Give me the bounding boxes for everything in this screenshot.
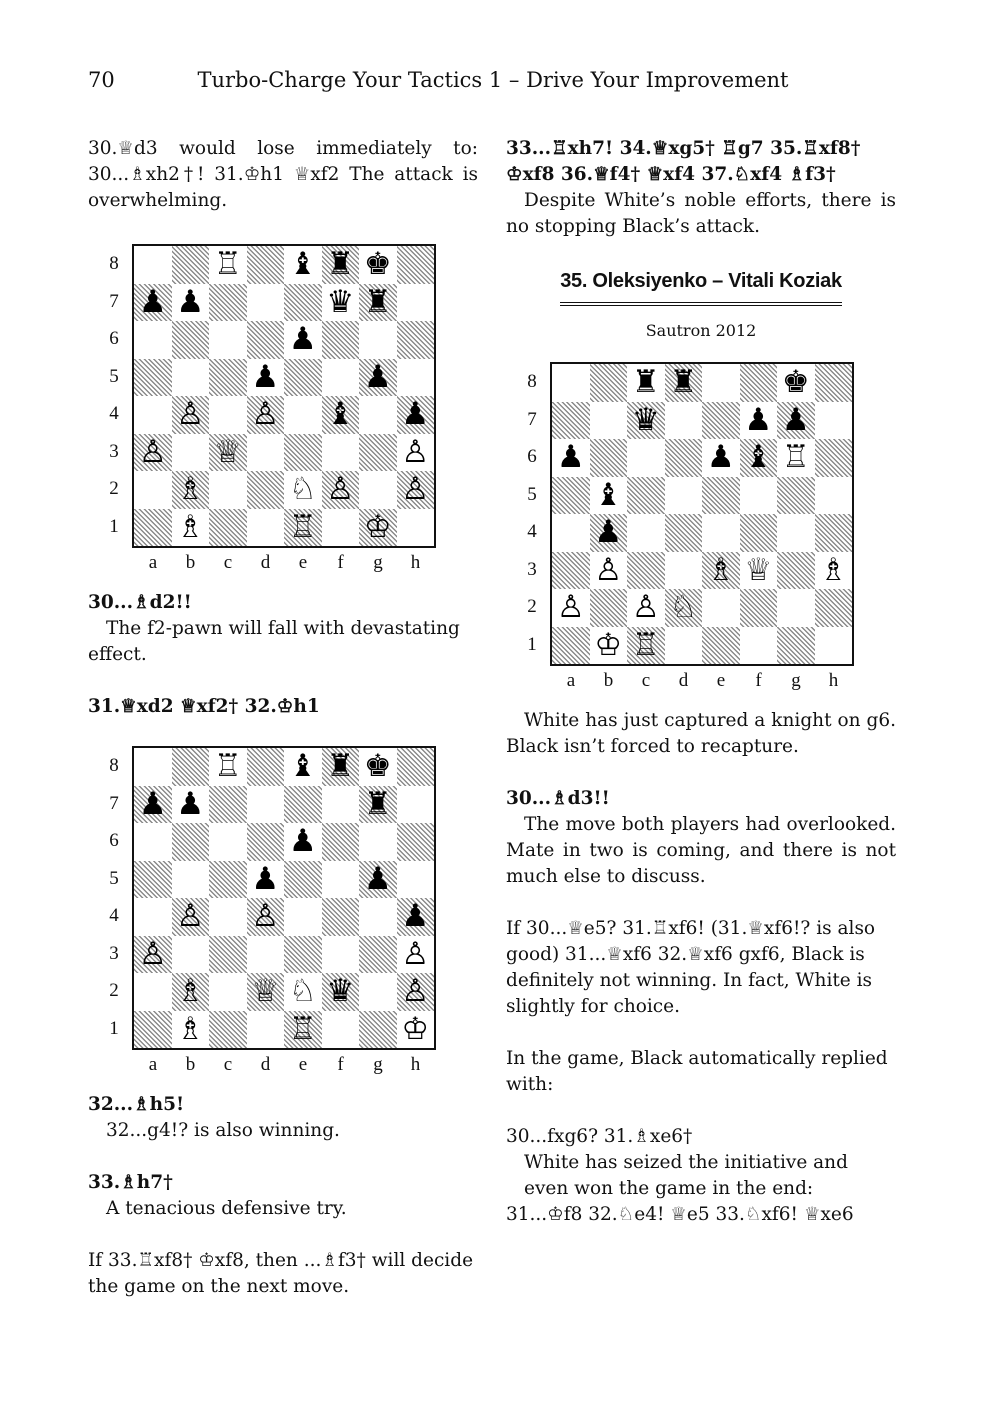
- board-square-e7: [284, 786, 322, 824]
- board-square-d6: [247, 321, 285, 359]
- board-square-d1: [247, 1011, 285, 1049]
- board-square-h7: [815, 402, 853, 440]
- board-square-h4: [815, 514, 853, 552]
- rank-label: 4: [527, 521, 537, 542]
- board-square-f1: [322, 1011, 360, 1049]
- paragraph: If 30...♕e5? 31.♖xf6! (31.♕xf6!? is also good) 31...♕xf6 32.♕xf6 gxf6, Black is definitely not winning. In fact, White is slightly for choice.: [506, 918, 876, 1017]
- chess-board: [550, 362, 854, 666]
- white-rook-icon: ♖: [288, 508, 317, 545]
- white-pawn-icon: ♙: [176, 898, 205, 934]
- board-square-f2: [740, 589, 778, 627]
- board-square-b5: [172, 359, 210, 397]
- board-square-g1: [359, 1011, 397, 1049]
- board-square-a8: [552, 364, 590, 402]
- board-square-a2: [134, 471, 172, 509]
- move-heading: 33...♖xh7! 34.♕xg5† ♖g7 35.♖xf8† ♔xf8 36.♕f4† ♕xf4 37.♘xf4 ♗f3†: [506, 138, 861, 185]
- black-bishop-icon: ♝: [744, 439, 773, 475]
- board-square-a5: [134, 359, 172, 397]
- board-square-e8: [702, 364, 740, 402]
- rank-label: 8: [109, 253, 119, 274]
- black-pawn-icon: ♟: [781, 401, 810, 438]
- white-knight-icon: ♘: [288, 471, 317, 507]
- board-square-h6: [397, 823, 435, 861]
- board-square-h5: [397, 861, 435, 899]
- board-square-b3: [172, 434, 210, 472]
- board-square-d4: [665, 514, 703, 552]
- white-pawn-icon: ♙: [401, 935, 430, 972]
- rank-label: 7: [527, 408, 537, 430]
- black-king-icon: ♚: [363, 246, 392, 282]
- rank-label: 4: [109, 905, 119, 926]
- board-square-c4: [209, 396, 247, 434]
- file-label: a: [148, 552, 158, 573]
- black-rook-icon: ♜: [326, 246, 355, 282]
- rank-label: 4: [109, 403, 119, 424]
- board-square-e4: [284, 396, 322, 434]
- board-square-e7: [702, 402, 740, 440]
- title-rule: [560, 302, 842, 306]
- board-square-c6: [209, 823, 247, 861]
- board-square-a1: [552, 627, 590, 665]
- white-pawn-icon: ♙: [594, 551, 623, 588]
- white-king-icon: ♔: [401, 1010, 430, 1047]
- black-bishop-icon: ♝: [326, 396, 355, 432]
- board-square-c6: [627, 439, 665, 477]
- file-label: h: [410, 1054, 421, 1075]
- left-column: [88, 136, 478, 1300]
- game-title: 35. Oleksiyenko – Vitali Koziak: [560, 270, 842, 292]
- white-rook-icon: ♖: [213, 246, 242, 282]
- white-bishop-icon: ♗: [706, 551, 735, 588]
- rank-label: 2: [109, 478, 119, 499]
- file-label: a: [566, 670, 576, 691]
- board-square-b3: [172, 936, 210, 974]
- rank-label: 5: [109, 365, 119, 387]
- board-square-f5: [322, 861, 360, 899]
- file-label: d: [678, 670, 689, 691]
- paragraph: If 33.♖xf8† ♔xf8, then ...♗f3† will decide the game on the next move.: [88, 1250, 474, 1297]
- rank-label: 6: [109, 830, 119, 851]
- board-square-a2: [134, 973, 172, 1011]
- board-square-e5: [284, 359, 322, 397]
- rank-label: 3: [527, 558, 537, 580]
- board-square-d8: [247, 748, 285, 786]
- board-square-f6: [322, 823, 360, 861]
- file-label: c: [641, 670, 651, 691]
- board-square-b5: [172, 861, 210, 899]
- board-square-c5: [627, 477, 665, 515]
- file-label: b: [185, 552, 196, 573]
- file-label: f: [337, 552, 344, 573]
- board-square-a3: [552, 552, 590, 590]
- board-square-a6: [134, 823, 172, 861]
- board-square-e7: [284, 284, 322, 322]
- file-label: d: [260, 552, 271, 573]
- file-label: h: [410, 552, 421, 573]
- white-queen-icon: ♕: [251, 973, 280, 1009]
- black-bishop-icon: ♝: [288, 748, 317, 784]
- file-label: g: [791, 670, 801, 691]
- board-square-a4: [552, 514, 590, 552]
- board-square-b8: [172, 246, 210, 284]
- board-square-h8: [815, 364, 853, 402]
- move-heading: 30...♗d3!!: [506, 788, 610, 809]
- white-pawn-icon: ♙: [631, 589, 660, 625]
- board-square-d2: [247, 471, 285, 509]
- black-pawn-icon: ♟: [138, 785, 167, 822]
- rank-label: 2: [109, 980, 119, 1001]
- board-square-f1: [740, 627, 778, 665]
- board-square-c1: [209, 1011, 247, 1049]
- white-pawn-icon: ♙: [401, 471, 430, 507]
- move-line: 30...fxg6? 31.♗xe6†: [506, 1126, 693, 1147]
- black-king-icon: ♚: [363, 748, 392, 784]
- rank-label: 8: [109, 755, 119, 776]
- black-pawn-icon: ♟: [176, 785, 205, 822]
- board-square-f3: [322, 434, 360, 472]
- board-square-e4: [702, 514, 740, 552]
- board-square-a1: [134, 509, 172, 547]
- board-square-c4: [209, 898, 247, 936]
- black-queen-icon: ♛: [326, 973, 355, 1009]
- black-rook-icon: ♜: [631, 364, 660, 400]
- black-pawn-icon: ♟: [556, 439, 585, 475]
- board-square-e5: [284, 861, 322, 899]
- board-square-g6: [359, 321, 397, 359]
- board-square-b2: [590, 589, 628, 627]
- white-pawn-icon: ♙: [401, 973, 430, 1009]
- board-square-f6: [322, 321, 360, 359]
- black-rook-icon: ♜: [363, 785, 392, 822]
- white-knight-icon: ♘: [288, 973, 317, 1009]
- file-label: e: [716, 670, 726, 691]
- board-square-a4: [134, 898, 172, 936]
- board-square-g3: [359, 936, 397, 974]
- board-square-e3: [284, 936, 322, 974]
- board-square-g4: [359, 396, 397, 434]
- move-note: A tenacious defensive try.: [106, 1198, 347, 1219]
- black-pawn-icon: ♟: [363, 860, 392, 897]
- white-pawn-icon: ♙: [138, 935, 167, 972]
- rank-label: 7: [109, 792, 119, 814]
- white-bishop-icon: ♗: [819, 551, 848, 588]
- black-pawn-icon: ♟: [288, 321, 317, 357]
- white-bishop-icon: ♗: [176, 973, 205, 1009]
- file-label: e: [298, 1054, 308, 1075]
- rank-label: 5: [527, 483, 537, 505]
- board-square-f7: [322, 786, 360, 824]
- board-square-f8: [740, 364, 778, 402]
- board-square-f3: [322, 936, 360, 974]
- board-square-h8: [397, 748, 435, 786]
- black-pawn-icon: ♟: [401, 396, 430, 432]
- white-bishop-icon: ♗: [176, 471, 205, 507]
- rank-label: 1: [527, 633, 537, 655]
- move-line: 31...♔f8 32.♘e4! ♕e5 33.♘xf6! ♕xe6: [506, 1204, 854, 1225]
- move-note: White has just captured a knight on g6. Black isn’t forced to recapture.: [506, 710, 896, 757]
- board-square-h5: [397, 359, 435, 397]
- board-square-a8: [134, 246, 172, 284]
- board-square-e3: [284, 434, 322, 472]
- white-pawn-icon: ♙: [251, 898, 280, 934]
- white-pawn-icon: ♙: [176, 396, 205, 432]
- move-heading: 32...♗h5!: [88, 1094, 185, 1115]
- chess-board: [132, 746, 436, 1050]
- board-square-b8: [590, 364, 628, 402]
- board-square-f5: [322, 359, 360, 397]
- board-square-h7: [397, 786, 435, 824]
- board-square-d3: [247, 434, 285, 472]
- board-square-a6: [134, 321, 172, 359]
- board-square-b6: [172, 321, 210, 359]
- paragraph: In the game, Black automatically replied with:: [506, 1048, 888, 1095]
- board-square-a7: [552, 402, 590, 440]
- black-rook-icon: ♜: [326, 748, 355, 784]
- board-square-c6: [209, 321, 247, 359]
- black-king-icon: ♚: [781, 364, 810, 400]
- black-rook-icon: ♜: [363, 283, 392, 320]
- board-square-d1: [665, 627, 703, 665]
- running-title: Turbo-Charge Your Tactics 1 – Drive Your Improvement: [197, 68, 789, 92]
- black-pawn-icon: ♟: [288, 823, 317, 859]
- chess-diagram-1: [88, 244, 478, 590]
- move-heading: 31.♕xd2 ♕xf2† 32.♔h1: [88, 696, 320, 717]
- board-square-h6: [397, 321, 435, 359]
- black-bishop-icon: ♝: [594, 476, 623, 513]
- board-square-a5: [134, 861, 172, 899]
- rank-label: 6: [109, 328, 119, 349]
- board-square-d3: [247, 936, 285, 974]
- rank-label: 3: [109, 942, 119, 964]
- move-note: White has seized the initiative and even won the game in the end:: [524, 1152, 848, 1199]
- black-queen-icon: ♛: [631, 401, 660, 438]
- board-square-b8: [172, 748, 210, 786]
- rank-label: 1: [109, 1017, 119, 1039]
- move-note: 32...g4!? is also winning.: [106, 1120, 340, 1141]
- board-square-f4: [740, 514, 778, 552]
- board-square-d3: [665, 552, 703, 590]
- board-square-f4: [322, 898, 360, 936]
- rank-label: 7: [109, 290, 119, 312]
- intro-paragraph: 30.♕d3 would lose immediately to: 30...♗xh2†! 31.♔h1 ♕xf2 The attack is overwhelming.: [88, 138, 478, 211]
- board-square-c7: [209, 786, 247, 824]
- black-pawn-icon: ♟: [401, 898, 430, 934]
- black-pawn-icon: ♟: [594, 514, 623, 550]
- file-label: h: [828, 670, 839, 691]
- board-square-e4: [284, 898, 322, 936]
- board-square-d6: [247, 823, 285, 861]
- board-square-a5: [552, 477, 590, 515]
- board-square-d7: [247, 284, 285, 322]
- white-pawn-icon: ♙: [401, 433, 430, 470]
- board-square-a1: [134, 1011, 172, 1049]
- black-pawn-icon: ♟: [176, 283, 205, 320]
- file-label: c: [223, 1054, 233, 1075]
- board-square-d6: [665, 439, 703, 477]
- board-square-c3: [209, 936, 247, 974]
- black-rook-icon: ♜: [669, 364, 698, 400]
- white-rook-icon: ♖: [781, 439, 810, 475]
- board-square-h1: [397, 509, 435, 547]
- board-square-g4: [359, 898, 397, 936]
- file-label: g: [373, 552, 383, 573]
- file-label: c: [223, 552, 233, 573]
- board-square-g2: [359, 471, 397, 509]
- file-label: f: [337, 1054, 344, 1075]
- board-square-d7: [247, 786, 285, 824]
- file-label: b: [185, 1054, 196, 1075]
- board-square-h5: [815, 477, 853, 515]
- move-heading: 30...♗d2!!: [88, 592, 192, 613]
- white-king-icon: ♔: [594, 626, 623, 663]
- board-square-g6: [359, 823, 397, 861]
- move-note: The f2-pawn will fall with devastating effect.: [88, 618, 460, 665]
- white-bishop-icon: ♗: [176, 508, 205, 545]
- board-square-h2: [815, 589, 853, 627]
- board-square-e1: [702, 627, 740, 665]
- board-square-h1: [815, 627, 853, 665]
- file-label: a: [148, 1054, 158, 1075]
- chess-diagram-3: [506, 362, 896, 708]
- board-square-c2: [209, 471, 247, 509]
- board-square-d8: [247, 246, 285, 284]
- board-square-d1: [247, 509, 285, 547]
- rank-label: 5: [109, 867, 119, 889]
- board-square-g3: [777, 552, 815, 590]
- board-square-g2: [777, 589, 815, 627]
- page-header: [88, 68, 898, 98]
- rank-label: 3: [109, 440, 119, 462]
- rank-label: 2: [527, 596, 537, 617]
- file-label: e: [298, 552, 308, 573]
- file-label: d: [260, 1054, 271, 1075]
- board-square-d7: [665, 402, 703, 440]
- white-knight-icon: ♘: [669, 589, 698, 625]
- board-square-f5: [740, 477, 778, 515]
- board-square-c3: [627, 552, 665, 590]
- white-bishop-icon: ♗: [176, 1010, 205, 1047]
- board-square-g3: [359, 434, 397, 472]
- move-note: The move both players had overlooked. Mate in two is coming, and there is not much else to discuss.: [506, 814, 896, 887]
- white-pawn-icon: ♙: [251, 396, 280, 432]
- board-square-c4: [627, 514, 665, 552]
- file-label: b: [603, 670, 614, 691]
- white-queen-icon: ♕: [213, 433, 242, 470]
- board-square-h7: [397, 284, 435, 322]
- file-label: g: [373, 1054, 383, 1075]
- board-square-e2: [702, 589, 740, 627]
- board-square-c1: [209, 509, 247, 547]
- black-pawn-icon: ♟: [744, 401, 773, 438]
- board-square-g1: [777, 627, 815, 665]
- board-square-a8: [134, 748, 172, 786]
- chess-diagram-2: [88, 746, 478, 1092]
- board-square-g5: [777, 477, 815, 515]
- board-square-d5: [665, 477, 703, 515]
- black-pawn-icon: ♟: [251, 358, 280, 395]
- black-pawn-icon: ♟: [706, 439, 735, 475]
- board-square-g4: [777, 514, 815, 552]
- board-square-g2: [359, 973, 397, 1011]
- board-square-b6: [590, 439, 628, 477]
- move-heading: 33.♗h7†: [88, 1172, 173, 1193]
- black-pawn-icon: ♟: [251, 860, 280, 897]
- rank-label: 8: [527, 371, 537, 392]
- page-number: 70: [88, 68, 115, 92]
- board-square-f1: [322, 509, 360, 547]
- white-queen-icon: ♕: [744, 551, 773, 588]
- white-rook-icon: ♖: [631, 626, 660, 663]
- black-bishop-icon: ♝: [288, 246, 317, 282]
- board-square-h8: [397, 246, 435, 284]
- white-rook-icon: ♖: [213, 748, 242, 784]
- white-rook-icon: ♖: [288, 1010, 317, 1047]
- file-label: f: [755, 670, 762, 691]
- chess-board: [132, 244, 436, 548]
- board-square-c5: [209, 359, 247, 397]
- white-pawn-icon: ♙: [326, 471, 355, 507]
- board-square-c7: [209, 284, 247, 322]
- board-square-a4: [134, 396, 172, 434]
- right-column: [506, 136, 896, 1228]
- board-square-b6: [172, 823, 210, 861]
- white-pawn-icon: ♙: [556, 589, 585, 625]
- white-pawn-icon: ♙: [138, 433, 167, 470]
- move-note: Despite White’s noble efforts, there is no stopping Black’s attack.: [506, 190, 896, 237]
- board-square-h6: [815, 439, 853, 477]
- black-pawn-icon: ♟: [138, 283, 167, 320]
- board-square-b7: [590, 402, 628, 440]
- board-square-c5: [209, 861, 247, 899]
- white-king-icon: ♔: [363, 508, 392, 545]
- black-pawn-icon: ♟: [363, 358, 392, 395]
- black-queen-icon: ♛: [326, 283, 355, 320]
- event-name: Sautron 2012: [645, 321, 757, 340]
- rank-label: 1: [109, 515, 119, 537]
- rank-label: 6: [527, 446, 537, 467]
- board-square-e5: [702, 477, 740, 515]
- board-square-c2: [209, 973, 247, 1011]
